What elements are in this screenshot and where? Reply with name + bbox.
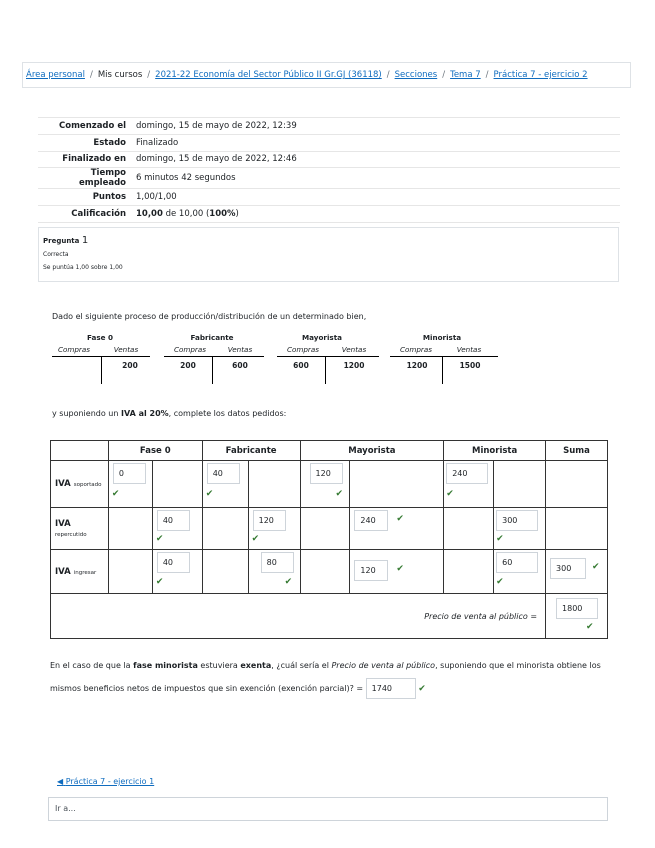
breadcrumb-area-personal[interactable]: Área personal (26, 70, 85, 80)
correct-check-icon: ✔ (496, 577, 504, 587)
correct-check-icon: ✔ (396, 564, 404, 574)
minorista-compras-value: 1200 (406, 361, 428, 370)
cell (546, 461, 608, 508)
row-label-sub: soportado (73, 482, 102, 488)
cell (202, 550, 248, 594)
text: estuviera (197, 661, 241, 670)
grade-of: de 10,00 ( (165, 209, 210, 220)
cell (202, 461, 248, 508)
cell (152, 550, 202, 594)
row-iva-repercutido (51, 508, 608, 550)
cell (494, 461, 546, 508)
cell (546, 594, 608, 639)
cell (108, 550, 152, 594)
row-label (51, 461, 109, 508)
cell (300, 461, 350, 508)
correct-check-icon: ✔ (592, 562, 600, 572)
cell (494, 508, 546, 550)
cell (152, 508, 202, 550)
correct-check-icon: ✔ (396, 514, 404, 524)
summary-row-time (38, 168, 620, 189)
row-iva-soportado (51, 461, 608, 508)
soportado-fase0-input[interactable]: 0 (113, 463, 146, 484)
summary-label: Tiempo empleado (38, 168, 130, 189)
compras-label: Compras (173, 345, 207, 354)
summary-value: Finalizado (130, 134, 620, 151)
breadcrumb-separator: / (442, 70, 446, 80)
compras-label: Compras (286, 345, 320, 354)
vat-rate: IVA al 20% (120, 409, 169, 418)
ingresar-fabricante-input[interactable]: 80 (261, 552, 294, 573)
summary-value: domingo, 15 de mayo de 2022, 12:46 (130, 151, 620, 168)
row-label-main: IVA (55, 566, 71, 577)
col-fase0: Fase 0 (108, 441, 202, 461)
correct-check-icon: ✔ (155, 577, 164, 587)
stage-fabricante: Fabricante (190, 333, 234, 342)
summary-value (130, 206, 620, 223)
ingresar-suma-input[interactable]: 300 (550, 558, 586, 579)
chain-divider (325, 356, 326, 384)
stage-mayorista: Mayorista (302, 333, 342, 342)
production-chain-diagram (52, 331, 504, 387)
repercutido-fabricante-input[interactable]: 120 (253, 510, 286, 531)
row-label (51, 508, 109, 550)
correct-check-icon: ✔ (418, 684, 426, 694)
chain-divider (101, 356, 102, 384)
previous-activity-label: Práctica 7 - ejercicio 1 (65, 777, 155, 786)
summary-value: 1,00/1,00 (130, 189, 620, 206)
text: , suponiendo que el minorista obtiene los mismos beneficios netos de impuestos que sin exención (exención parcial)? = (50, 661, 601, 693)
summary-row-started (38, 118, 620, 135)
correct-check-icon: ✔ (155, 534, 164, 544)
ingresar-minorista-input[interactable]: 60 (496, 552, 538, 573)
compras-label: Compras (57, 345, 91, 354)
cell (248, 461, 300, 508)
summary-label: Finalizado en (38, 151, 130, 168)
summary-value: domingo, 15 de mayo de 2022, 12:39 (130, 118, 620, 135)
pvp-input[interactable]: 1800 (556, 598, 598, 619)
correct-check-icon: ✔ (586, 622, 594, 632)
fabricante-compras-value: 200 (180, 361, 196, 370)
col-mayorista: Mayorista (300, 441, 444, 461)
row-label (51, 550, 109, 594)
breadcrumb-separator: / (386, 70, 390, 80)
breadcrumb-practica[interactable]: Práctica 7 - ejercicio 2 (493, 70, 588, 80)
ventas-label: Ventas (113, 345, 139, 354)
summary-label: Estado (38, 134, 130, 151)
chain-divider (442, 356, 443, 384)
chain-divider (212, 356, 213, 384)
cell (300, 508, 350, 550)
triangle-left-icon: ◀ (57, 777, 64, 786)
soportado-mayorista-input[interactable]: 120 (310, 463, 343, 484)
chain-line (164, 356, 264, 357)
summary-label: Puntos (38, 189, 130, 206)
breadcrumb-separator: / (485, 70, 489, 80)
ingresar-fase0-input[interactable]: 40 (157, 552, 190, 573)
grade-close: ) (235, 209, 239, 220)
exenta-question (50, 654, 620, 701)
ingresar-mayorista-input[interactable]: 120 (354, 560, 388, 581)
fabricante-ventas-value: 600 (232, 361, 248, 370)
question-label: Pregunta (43, 237, 80, 245)
previous-activity-link[interactable] (57, 777, 154, 786)
summary-row-finished (38, 151, 620, 168)
mayorista-ventas-value: 1200 (343, 361, 365, 370)
ventas-label: Ventas (341, 345, 367, 354)
col-fabricante: Fabricante (202, 441, 300, 461)
summary-row-state (38, 134, 620, 151)
breadcrumb-separator: / (89, 70, 93, 80)
col-suma: Suma (546, 441, 608, 461)
repercutido-mayorista-input[interactable]: 240 (354, 510, 388, 531)
text: fase minorista (133, 661, 198, 670)
row-label-main: IVA (55, 518, 71, 529)
question-number-value: 1 (81, 235, 89, 246)
question-intro-text: Dado el siguiente proceso de producción/distribución de un determinado bien, (52, 312, 367, 321)
soportado-fabricante-input[interactable]: 40 (207, 463, 240, 484)
cell (108, 461, 152, 508)
cell (444, 508, 494, 550)
text: Precio de venta al público (331, 661, 436, 670)
cell (350, 508, 444, 550)
text: , complete los datos pedidos: (168, 409, 287, 418)
vat-assumption-text (52, 409, 286, 418)
correct-check-icon: ✔ (496, 534, 504, 544)
breadcrumb-mis-cursos: Mis cursos (97, 70, 143, 80)
mayorista-compras-value: 600 (293, 361, 309, 370)
pvp-label: Precio de venta al público = (51, 594, 546, 639)
minorista-ventas-value: 1500 (459, 361, 481, 370)
summary-row-points (38, 189, 620, 206)
row-label-main: IVA (55, 479, 71, 489)
breadcrumb-tema[interactable]: Tema 7 (450, 70, 481, 80)
cell (444, 461, 494, 508)
cell (202, 508, 248, 550)
jump-to-select[interactable]: Ir a... (48, 797, 608, 821)
header-row (51, 441, 608, 461)
correct-check-icon: ✔ (111, 489, 120, 499)
grade-value: 10,00 (136, 209, 163, 220)
cell (546, 550, 608, 594)
row-pvp (51, 594, 608, 639)
fase0-ventas-value: 200 (122, 361, 138, 370)
repercutido-minorista-input[interactable]: 300 (496, 510, 538, 531)
breadcrumb-course[interactable]: 2021-22 Economía del Sector Público II Gr.GJ (36118) (155, 70, 382, 80)
stage-minorista: Minorista (422, 333, 462, 342)
exenta-answer-input[interactable]: 1740 (366, 678, 416, 699)
row-label-sub: ingresar (73, 569, 97, 576)
cell (350, 461, 444, 508)
repercutido-fase0-input[interactable]: 40 (157, 510, 190, 531)
chain-line (390, 356, 498, 357)
corner-cell (51, 441, 109, 461)
breadcrumb-secciones[interactable]: Secciones (394, 70, 438, 80)
cell (248, 508, 300, 550)
summary-value: 6 minutos 42 segundos (130, 168, 620, 189)
text: , ¿cuál sería el (271, 661, 332, 670)
summary-label: Calificación (38, 206, 130, 223)
correct-check-icon: ✔ (205, 489, 214, 499)
stage-fase0: Fase 0 (87, 333, 113, 342)
breadcrumb-separator: / (147, 70, 151, 80)
cell (248, 550, 300, 594)
text: exenta (240, 661, 272, 670)
question-number (43, 234, 614, 248)
correct-check-icon: ✔ (284, 577, 293, 587)
chain-line (277, 356, 379, 357)
cell (350, 550, 444, 594)
cell (494, 550, 546, 594)
cell (300, 550, 350, 594)
correct-check-icon: ✔ (446, 489, 454, 499)
soportado-minorista-input[interactable]: 240 (446, 463, 488, 484)
ventas-label: Ventas (227, 345, 253, 354)
summary-label: Comenzado el (38, 118, 130, 135)
correct-check-icon: ✔ (335, 489, 344, 499)
question-state: Correcta (43, 251, 69, 258)
cell (444, 550, 494, 594)
row-iva-ingresar (51, 550, 608, 594)
cell (546, 508, 608, 550)
vat-answer-table (50, 440, 608, 639)
text: En el caso de que la (50, 661, 134, 670)
ventas-label: Ventas (456, 345, 482, 354)
cell (108, 508, 152, 550)
text: y suponiendo un (52, 409, 121, 418)
attempt-summary-table (38, 117, 620, 223)
compras-label: Compras (399, 345, 433, 354)
row-label-sub: repercutido (55, 531, 87, 538)
question-info-box (38, 227, 619, 282)
summary-row-grade (38, 206, 620, 223)
correct-check-icon: ✔ (251, 534, 260, 544)
col-minorista: Minorista (444, 441, 546, 461)
question-score: Se puntúa 1,00 sobre 1,00 (43, 264, 123, 271)
cell (152, 461, 202, 508)
grade-percent: 100% (209, 209, 236, 220)
breadcrumb (22, 62, 631, 88)
